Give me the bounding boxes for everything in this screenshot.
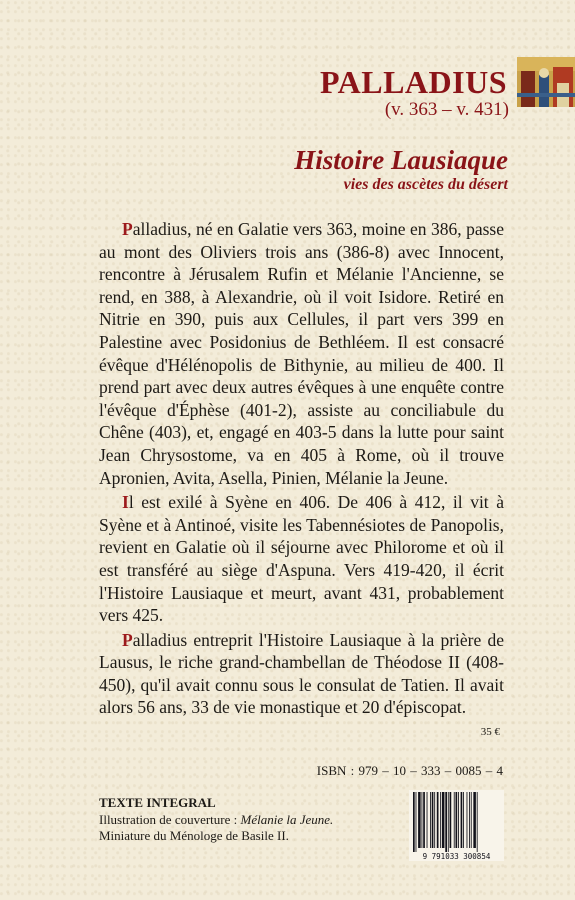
miniature-source: Miniature du Ménologe de Basile II. xyxy=(99,828,289,843)
barcode-bar xyxy=(416,792,417,852)
barcode-bar xyxy=(427,792,428,848)
paragraph xyxy=(99,629,504,719)
barcode-bar xyxy=(430,792,431,848)
author-dates: (v. 363 – v. 431) xyxy=(384,99,509,120)
credits-block xyxy=(99,795,333,845)
barcode-bar xyxy=(413,792,415,852)
barcode-bar xyxy=(456,792,458,848)
barcode-bar xyxy=(440,792,441,848)
barcode-bar xyxy=(437,792,439,848)
barcode-bar xyxy=(477,792,478,852)
cover-miniature-thumbnail xyxy=(517,57,575,107)
barcode xyxy=(409,790,504,861)
credit-prefix: Illustration de couverture : xyxy=(99,811,241,827)
paragraph-initial: I xyxy=(122,492,129,513)
barcode-bar xyxy=(473,792,476,848)
barcode-bar xyxy=(467,792,468,848)
barcode-bar xyxy=(442,792,445,848)
barcode-bar xyxy=(448,792,449,852)
barcode-bar xyxy=(445,792,447,852)
barcode-bar xyxy=(471,792,472,848)
isbn-label: ISBN : 979 – 10 – 333 – 0085 – 4 xyxy=(316,763,503,778)
barcode-bar xyxy=(458,792,459,848)
cover-illustration-credit xyxy=(99,812,333,829)
paragraph-text: alladius, né en Galatie vers 363, moine en 386, passe au mont des Oliviers trois ans (386-8) avec Innocent, rencontre à Jérusalem Rufin et Mélanie l'Ancienne, se rend, en 388, à Alexandrie, où il voit Isidore. Retiré en Nitrie en 390, puis aux Cellules, il part vers 399 en Palestine avec Posidonius de Bethléem. Il est consacré évêque d'Hélénopolis de Bithynie, au milieu de 400. Il prend part avec deux autres évêques à une enquête contre l'évêque d'Éphèse (401-2), assiste au conciliabule du Chêne (403), et, engagé en 403-5 dans la lutte pour saint Jean Chrysostome, va en 405 à Rome, où il trouve Apronien, Avita, Asella, Pinien, Mélanie la Jeune. xyxy=(99,219,504,488)
paragraph-initial: P xyxy=(122,219,133,239)
price-label: 35 € xyxy=(480,726,500,738)
blurb-text xyxy=(99,218,504,721)
barcode-bar xyxy=(422,792,423,848)
paragraph-initial: P xyxy=(122,629,133,650)
barcode-bar xyxy=(432,792,434,848)
barcode-bar xyxy=(434,792,435,848)
barcode-bar xyxy=(454,792,455,848)
paragraph-text: l est exilé à Syène en 406. De 406 à 412, il vit à Syène et à Antinoé, visite les Tabennésiotes de Panopolis, revient en Galatie où il séjourne avec Philorome et où il est transféré au siège d'Aspuna. Vers 419-420, il écrit l'Histoire Lausiaque et meurt, avant 431, probablement vers 425. xyxy=(99,492,504,626)
paragraph xyxy=(99,218,504,489)
barcode-bar xyxy=(418,792,421,848)
paragraph xyxy=(99,491,504,627)
paragraph-text: alladius entreprit l'Histoire Lausiaque à la prière de Lausus, le riche grand-chambellan de Théodose II (408-450), qu'il avait connu sous le consulat de Tatien. Il avait alors 56 ans, 33 de vie monastique et 20 d'épiscopat. xyxy=(99,629,504,718)
book-title: Histoire Lausiaque xyxy=(294,145,508,175)
barcode-bar xyxy=(423,792,425,848)
barcode-bar xyxy=(469,792,470,848)
barcode-bar xyxy=(450,792,452,848)
barcode-digits: 9 791033 300854 xyxy=(422,852,491,861)
barcode-bar xyxy=(463,792,464,848)
credit-title: Mélanie la Jeune. xyxy=(240,811,334,827)
edition-note: TEXTE INTEGRAL xyxy=(99,795,216,810)
author-name: PALLADIUS xyxy=(319,64,507,100)
book-subtitle: vies des ascètes du désert xyxy=(343,176,508,193)
barcode-bar xyxy=(461,792,463,848)
